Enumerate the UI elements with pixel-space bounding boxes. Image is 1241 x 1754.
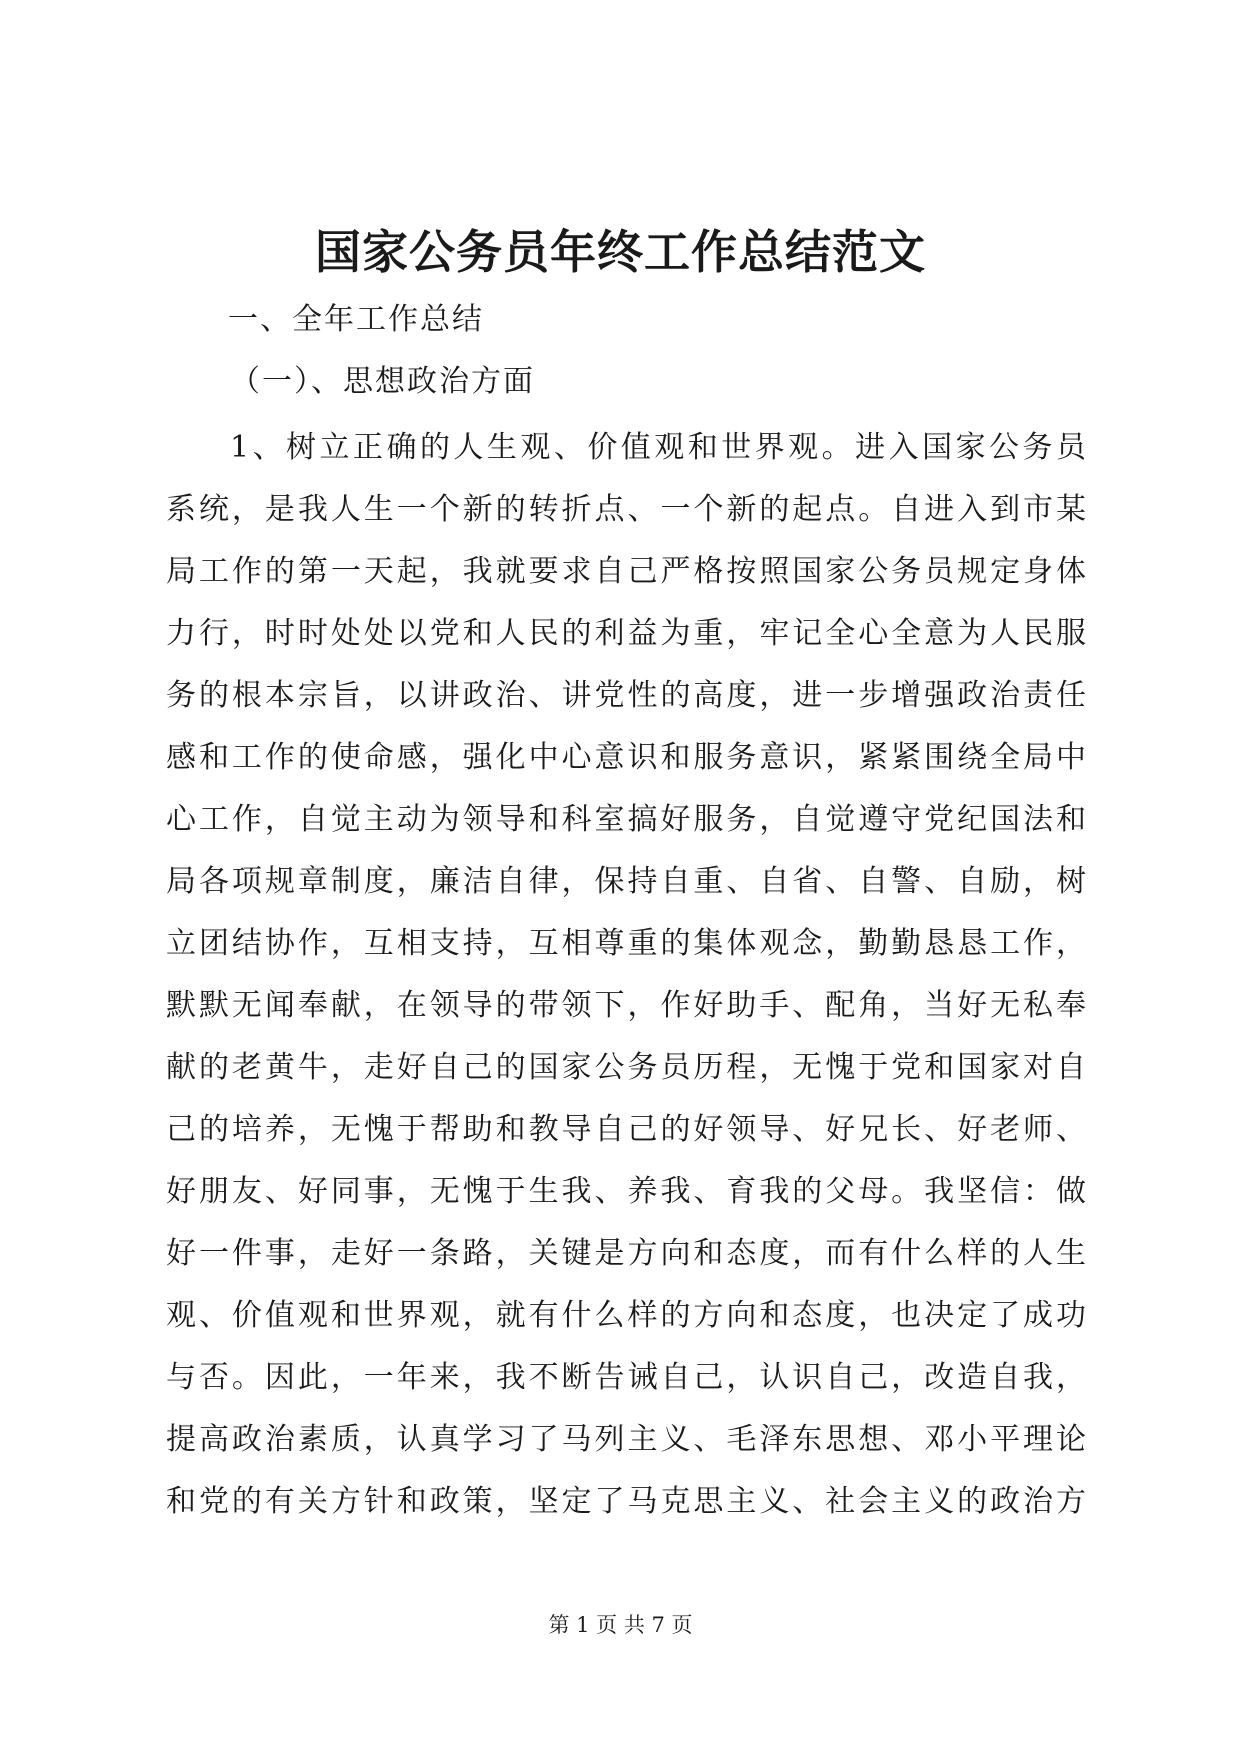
paragraph-line: 好朋友、好同事，无愧于生我、养我、育我的父母。我坚信：做: [166, 1174, 1086, 1209]
body-paragraph: [166, 426, 1086, 1542]
paragraph-line: 务的根本宗旨，以讲政治、讲党性的高度，进一步增强政治责任: [166, 678, 1086, 713]
paragraph-line: 献的老黄牛，走好自己的国家公务员历程，无愧于党和国家对自: [166, 1050, 1086, 1085]
page-footer: 第 1 页 共 7 页: [548, 1613, 693, 1637]
document-title: 国家公务员年终工作总结范文: [315, 225, 926, 279]
paragraph-line: 己的培养，无愧于帮助和教导自己的好领导、好兄长、好老师、: [166, 1112, 1086, 1147]
paragraph-line: 立团结协作，互相支持，互相尊重的集体观念，勤勤恳恳工作，: [166, 926, 1086, 961]
paragraph-line: 局各项规章制度，廉洁自律，保持自重、自省、自警、自励，树: [166, 864, 1086, 899]
paragraph-line: 默默无闻奉献，在领导的带领下，作好助手、配角，当好无私奉: [166, 988, 1086, 1023]
paragraph-line: 1、树立正确的人生观、价值观和世界观。进入国家公务员: [230, 430, 1086, 465]
paragraph-line: 系统，是我人生一个新的转折点、一个新的起点。自进入到市某: [166, 492, 1086, 527]
paragraph-line: 力行，时时处处以党和人民的利益为重，牢记全心全意为人民服: [166, 616, 1086, 651]
paragraph-line: 好一件事，走好一条路，关键是方向和态度，而有什么样的人生: [166, 1236, 1086, 1271]
paragraph-line: 感和工作的使命感，强化中心意识和服务意识，紧紧围绕全局中: [166, 740, 1086, 775]
paragraph-line: 和党的有关方针和政策，坚定了马克思主义、社会主义的政治方: [166, 1484, 1086, 1519]
paragraph-line: 提高政治素质，认真学习了马列主义、毛泽东思想、邓小平理论: [166, 1422, 1086, 1457]
paragraph-line: 心工作，自觉主动为领导和科室搞好服务，自觉遵守党纪国法和: [166, 802, 1086, 837]
paragraph-line: 与否。因此，一年来，我不断告诫自己，认识自己，改造自我，: [166, 1360, 1086, 1395]
paragraph-line: 局工作的第一天起，我就要求自己严格按照国家公务员规定身体: [166, 554, 1086, 589]
section-heading: 一、全年工作总结: [228, 302, 484, 337]
subsection-heading: （一）、思想政治方面: [230, 364, 535, 399]
paragraph-line: 观、价值观和世界观，就有什么样的方向和态度，也决定了成功: [166, 1298, 1086, 1333]
